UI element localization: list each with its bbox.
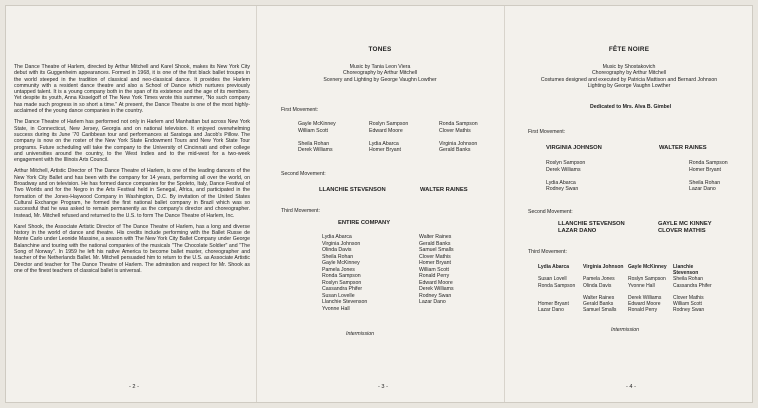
dancer-name: Homer Bryant (419, 260, 451, 266)
fete-first-right: Ronda Sampson Homer Bryant Sheila Rohan Lazar Dano (689, 160, 728, 192)
tones-first-col-3: Ronda Sampson Clover Mathis Virginia Johnson Gerald Banks (439, 121, 478, 153)
fete-second-lead-1: LLANCHIE STEVENSON LAZAR DANO (558, 221, 625, 234)
dancer-name: Lazar Dano (538, 307, 564, 314)
dancer-name: Roslyn Sampson (322, 279, 362, 286)
dancer-name: Rodney Swan (419, 292, 452, 299)
paragraph-performances: The Dance Theatre of Harlem has performed not only in Harlem and Manhattan but across New York State, in Connecticut, New Jersey, Georgia and on national television. It enjoyed overwhelming success during its June '70 Caribbean tour and performances at Saratoga and Jacob's Pillow. The company is now on the roster of the New York State Endowment Tours and New York State Tour programs. Future scheduling will take the company to the University of Cincinnati and other college and universities around the country, to the West Indies and to the mid-west for a two-week engagement with the Illinois Arts Council. (14, 119, 250, 164)
dancer-name: Gayle McKinney (322, 260, 360, 266)
tones-first-col-1: Gayle McKinney William Scott Sheila Rohan Derek Williams (298, 121, 336, 153)
tones-second-lead-2: WALTER RAINES (420, 187, 468, 193)
dancer-name: Yvonne Hall (322, 305, 350, 312)
dancer-name: Clover Mathis (419, 253, 451, 260)
dancer-name: Samuel Smalls (419, 247, 454, 253)
dancer-name: Llanchie Stevenson (322, 299, 368, 305)
tones-first-col-2: Roslyn Sampson Edward Moore Lydia Abarca Homer Bryant (369, 121, 409, 153)
fete-second-movement-label: Second Movement: (528, 209, 573, 215)
fete-noire-credits: Music by Shostakovich Choreography by Arthur Mitchell Costumes designed and executed by Patricia Mattison and Bernard Johnson Lighting by George Vaughn Lowther (540, 64, 718, 90)
dancer-name: Susan Lovelle (322, 292, 355, 299)
dancer-name: Cassandra Phifer (322, 286, 363, 292)
tones-third-heading: ENTIRE COMPANY (338, 220, 391, 226)
tones-third-col-1 (322, 234, 367, 312)
dancer-name: William Scott (419, 266, 449, 273)
dancer-name: Olinda Davis (583, 282, 612, 289)
paragraph-intro: The Dance Theatre of Harlem, directed by Arthur Mitchell and Karel Shook, makes its New York City debut with its Guggenheim appearances. Formed in 1968, it is one of the first black ballet troupes in the world steeped in the tradition of classical and neo-classical dance. It provides the Harlem community with a resident dance theatre and also a School of Dance which nurtures previously untapped talent. It is a young company both in the span of its existence and the age of its members. Yet despite its youth, Anna Kisselgoff of The New York Times wrote this summer, "No such company has made such progress in so short a time." At present, the Dance Theatre is one of the most highly-acclaimed of the young dance companies in the country. (14, 64, 250, 115)
fete-third-lead-row (538, 264, 718, 276)
fete-intermission: Intermission (611, 327, 639, 333)
dancer-name: Walter Raines (419, 234, 452, 240)
fete-noire-dedication: Dedicated to Mrs. Alva B. Gimbel (590, 104, 672, 110)
dancer-name: Ronald Perry (628, 307, 658, 314)
dancer-name: Edward Moore (628, 301, 661, 308)
tones-third-col-2 (419, 234, 454, 306)
dancer-name: Derek Williams (628, 295, 662, 302)
fete-third-row (538, 307, 718, 313)
fete-second-lead-2: GAYLE MC KINNEY CLOVER MATHIS (658, 221, 712, 234)
dancer-name: Clover Mathis (673, 295, 704, 302)
lead-dancer: Llanchie Stevenson (673, 264, 699, 277)
program-sheet (5, 5, 753, 403)
fete-first-lead-1: VIRGINIA JOHNSON (546, 145, 602, 151)
lead-dancer: Gayle McKinney (628, 264, 667, 270)
dancer-name: Roslyn Sampson (628, 276, 666, 283)
page-number-4: - 4 - (626, 384, 636, 390)
dancer-name: Pamela Jones (322, 266, 355, 273)
tones-credits: Music by Tania Leon Viera Choreography by Arthur Mitchell Scenery and Lighting by George Vaughn Lowther (323, 64, 437, 83)
page-2-text (14, 64, 250, 274)
fete-third-grid (538, 264, 718, 314)
page-number-3: - 3 - (378, 384, 388, 390)
fete-noire-title: FÊTE NOIRE (608, 46, 650, 53)
dancer-name: Rodney Swan (673, 307, 705, 314)
dancer-name: Gerald Banks (419, 240, 451, 247)
dancer-name: Sheila Rohan (322, 253, 354, 260)
paragraph-karel-shook: Karel Shook, the Associate Artistic Director of The Dance Theatre of Harlem, has a long and diverse history in the world of dance and theatre. His credits include performing with the Ballet Russe de Monte Carlo under Leonide Massine, a season with The New York City Ballet Company under George Balanchine and touring with the national companies of the musicals "The Chocolate Soldier" and "The Song of Norway". In 1959 he left his native America to become ballet master, choreographer and teacher of the Netherlands Ballet. Mr. Mitchell persuaded him to return to the U.S. as Associate Artistic Director and teacher for The Dance Theatre of Harlem. The admiration and respect for Mr. Shook as one of the finest teachers of classical ballet is universal. (14, 223, 250, 274)
dancer-name: Susan Lovell (538, 276, 567, 283)
tones-second-movement-label: Second Movement: (281, 171, 326, 177)
dancer-name: Gerald Banks (583, 301, 614, 308)
dancer-name: Yvonne Hall (628, 282, 655, 289)
dancer-name: Lazar Dano (419, 299, 446, 305)
tones-title: TONES (368, 46, 392, 53)
dancer-name: Samuel Smalls (583, 307, 617, 314)
dancer-name: Pamela Jones (583, 276, 615, 283)
paragraph-arthur-mitchell: Arthur Mitchell, Artistic Director of The Dance Theatre of Harlem, is one of the leading dancers of the New York City Ballet and has been with the company for 14 years, performing all over the world, on Broadway and on television. He has formed dance companies for the Spoleto, Italy, Dance Festival of Two Worlds and for the Negro in the Arts Festival held in Senegal, Africa, and participated in the formation of the Jones-Haywood Company in Washington, D.C. By invitation of the United States Cultural Exchange Program, he formed the first national ballet company in Brazil which was so successful that he was asked to remain permanently as the company's director and choreographer. Instead, Mr. Mitchell refused and returned to the U.S. to form The Dance Theatre of Harlem, Inc. (14, 168, 250, 219)
dancer-name: Lydia Abarca (322, 234, 352, 240)
dancer-name: Ronald Perry (419, 273, 450, 279)
dancer-name: Edward Moore (419, 279, 453, 286)
dancer-name: Walter Raines (583, 295, 615, 302)
dancer-name: Cassandra Phifer (673, 282, 712, 289)
fete-first-lead-2: WALTER RAINES (659, 145, 707, 151)
dancer-name: Virginia Johnson (322, 240, 361, 247)
fete-third-movement-label: Third Movement: (528, 249, 567, 255)
dancer-name: William Scott (673, 301, 702, 308)
tones-third-movement-label: Third Movement: (281, 208, 320, 214)
tones-second-lead-1: LLANCHIE STEVENSON (319, 187, 386, 193)
dancer-name: Ronda Sampson (322, 273, 361, 279)
fete-first-movement-label: First Movement: (528, 129, 566, 135)
tones-first-movement-label: First Movement: (281, 107, 319, 113)
page-number-2: - 2 - (129, 384, 139, 390)
tones-intermission: Intermission (346, 331, 374, 337)
lead-dancer: Lydia Abarca (538, 264, 570, 270)
dancer-name: Homer Bryant (538, 301, 569, 308)
lead-dancer: Virginia Johnson (583, 264, 624, 270)
dancer-name: Ronda Sampson (538, 282, 576, 289)
dancer-name: Sheila Rohan (673, 276, 704, 283)
fete-first-left: Roslyn Sampson Derek Williams Lydia Abarca Rodney Swan (546, 160, 586, 192)
dancer-name: Derek Williams (419, 286, 454, 292)
dancer-name: Olinda Davis (322, 247, 352, 253)
